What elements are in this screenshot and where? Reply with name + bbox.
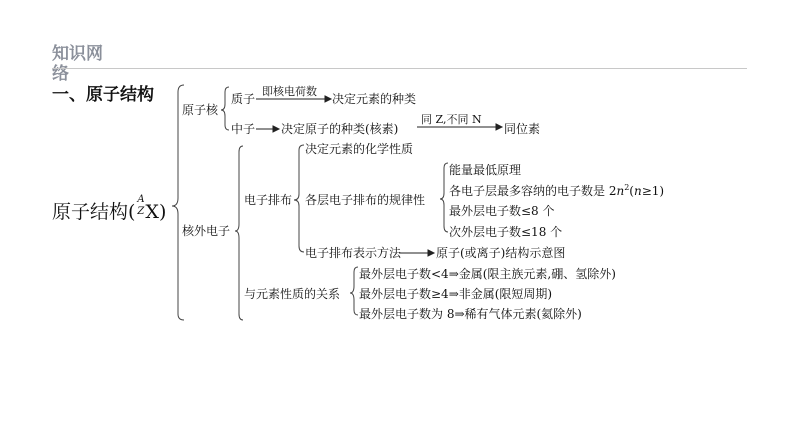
relation-item: 最外层电子数为 8⇒稀有气体元素(氦除外) xyxy=(359,307,582,321)
nucleus-label: 原子核 xyxy=(182,103,219,117)
capacity-cond-close: ≥1) xyxy=(641,184,665,198)
neutron-label: 中子 xyxy=(231,122,256,136)
root-node xyxy=(52,194,167,224)
isotope-arrow-label: 同 Z,不同 N xyxy=(421,113,482,126)
capacity-cond-open: ( xyxy=(629,184,634,198)
rule-item-capacity xyxy=(449,181,664,198)
neutron-result: 决定原子的种类(核素) xyxy=(281,122,399,136)
structure-diagram-label: 原子(或离子)结构示意图 xyxy=(436,246,566,260)
proton-label: 质子 xyxy=(231,92,256,106)
section-title-line2: 络 xyxy=(52,64,69,84)
electrons-label: 核外电子 xyxy=(182,224,231,238)
section-title-line1: 知识网 xyxy=(52,44,103,64)
relation-label: 与元素性质的关系 xyxy=(244,287,341,301)
atomic-number: Z xyxy=(137,206,145,217)
rule-item: 能量最低原理 xyxy=(449,163,522,177)
chemical-property: 决定元素的化学性质 xyxy=(305,142,414,156)
capacity-n: n xyxy=(616,184,625,198)
rule-item: 最外层电子数≤8 个 xyxy=(449,204,555,218)
proton-arrow-label: 即核电荷数 xyxy=(262,85,317,98)
capacity-prefix: 各电子层最多容纳的电子数是 2 xyxy=(449,184,617,198)
rules-label: 各层电子排布的规律性 xyxy=(305,193,426,207)
root-label: 原子结构( xyxy=(52,201,136,223)
representation-label: 电子排布表示方法 xyxy=(305,246,402,260)
isotope-result: 同位素 xyxy=(504,122,541,136)
proton-result: 决定元素的种类 xyxy=(332,92,417,106)
capacity-cond-n: n xyxy=(633,184,642,198)
relation-item: 最外层电子数≥4⇒非金属(限短周期) xyxy=(359,287,553,301)
relation-item: 最外层电子数<4⇒金属(限主族元素,硼、氢除外) xyxy=(359,267,616,281)
topic-title: 一、原子结构 xyxy=(52,85,154,105)
arrangement-label: 电子排布 xyxy=(244,193,293,207)
mass-number: A xyxy=(137,194,145,205)
element-symbol: X) xyxy=(145,201,167,223)
capacity-exponent: 2 xyxy=(624,183,630,192)
rule-item: 次外层电子数≤18 个 xyxy=(449,225,563,239)
